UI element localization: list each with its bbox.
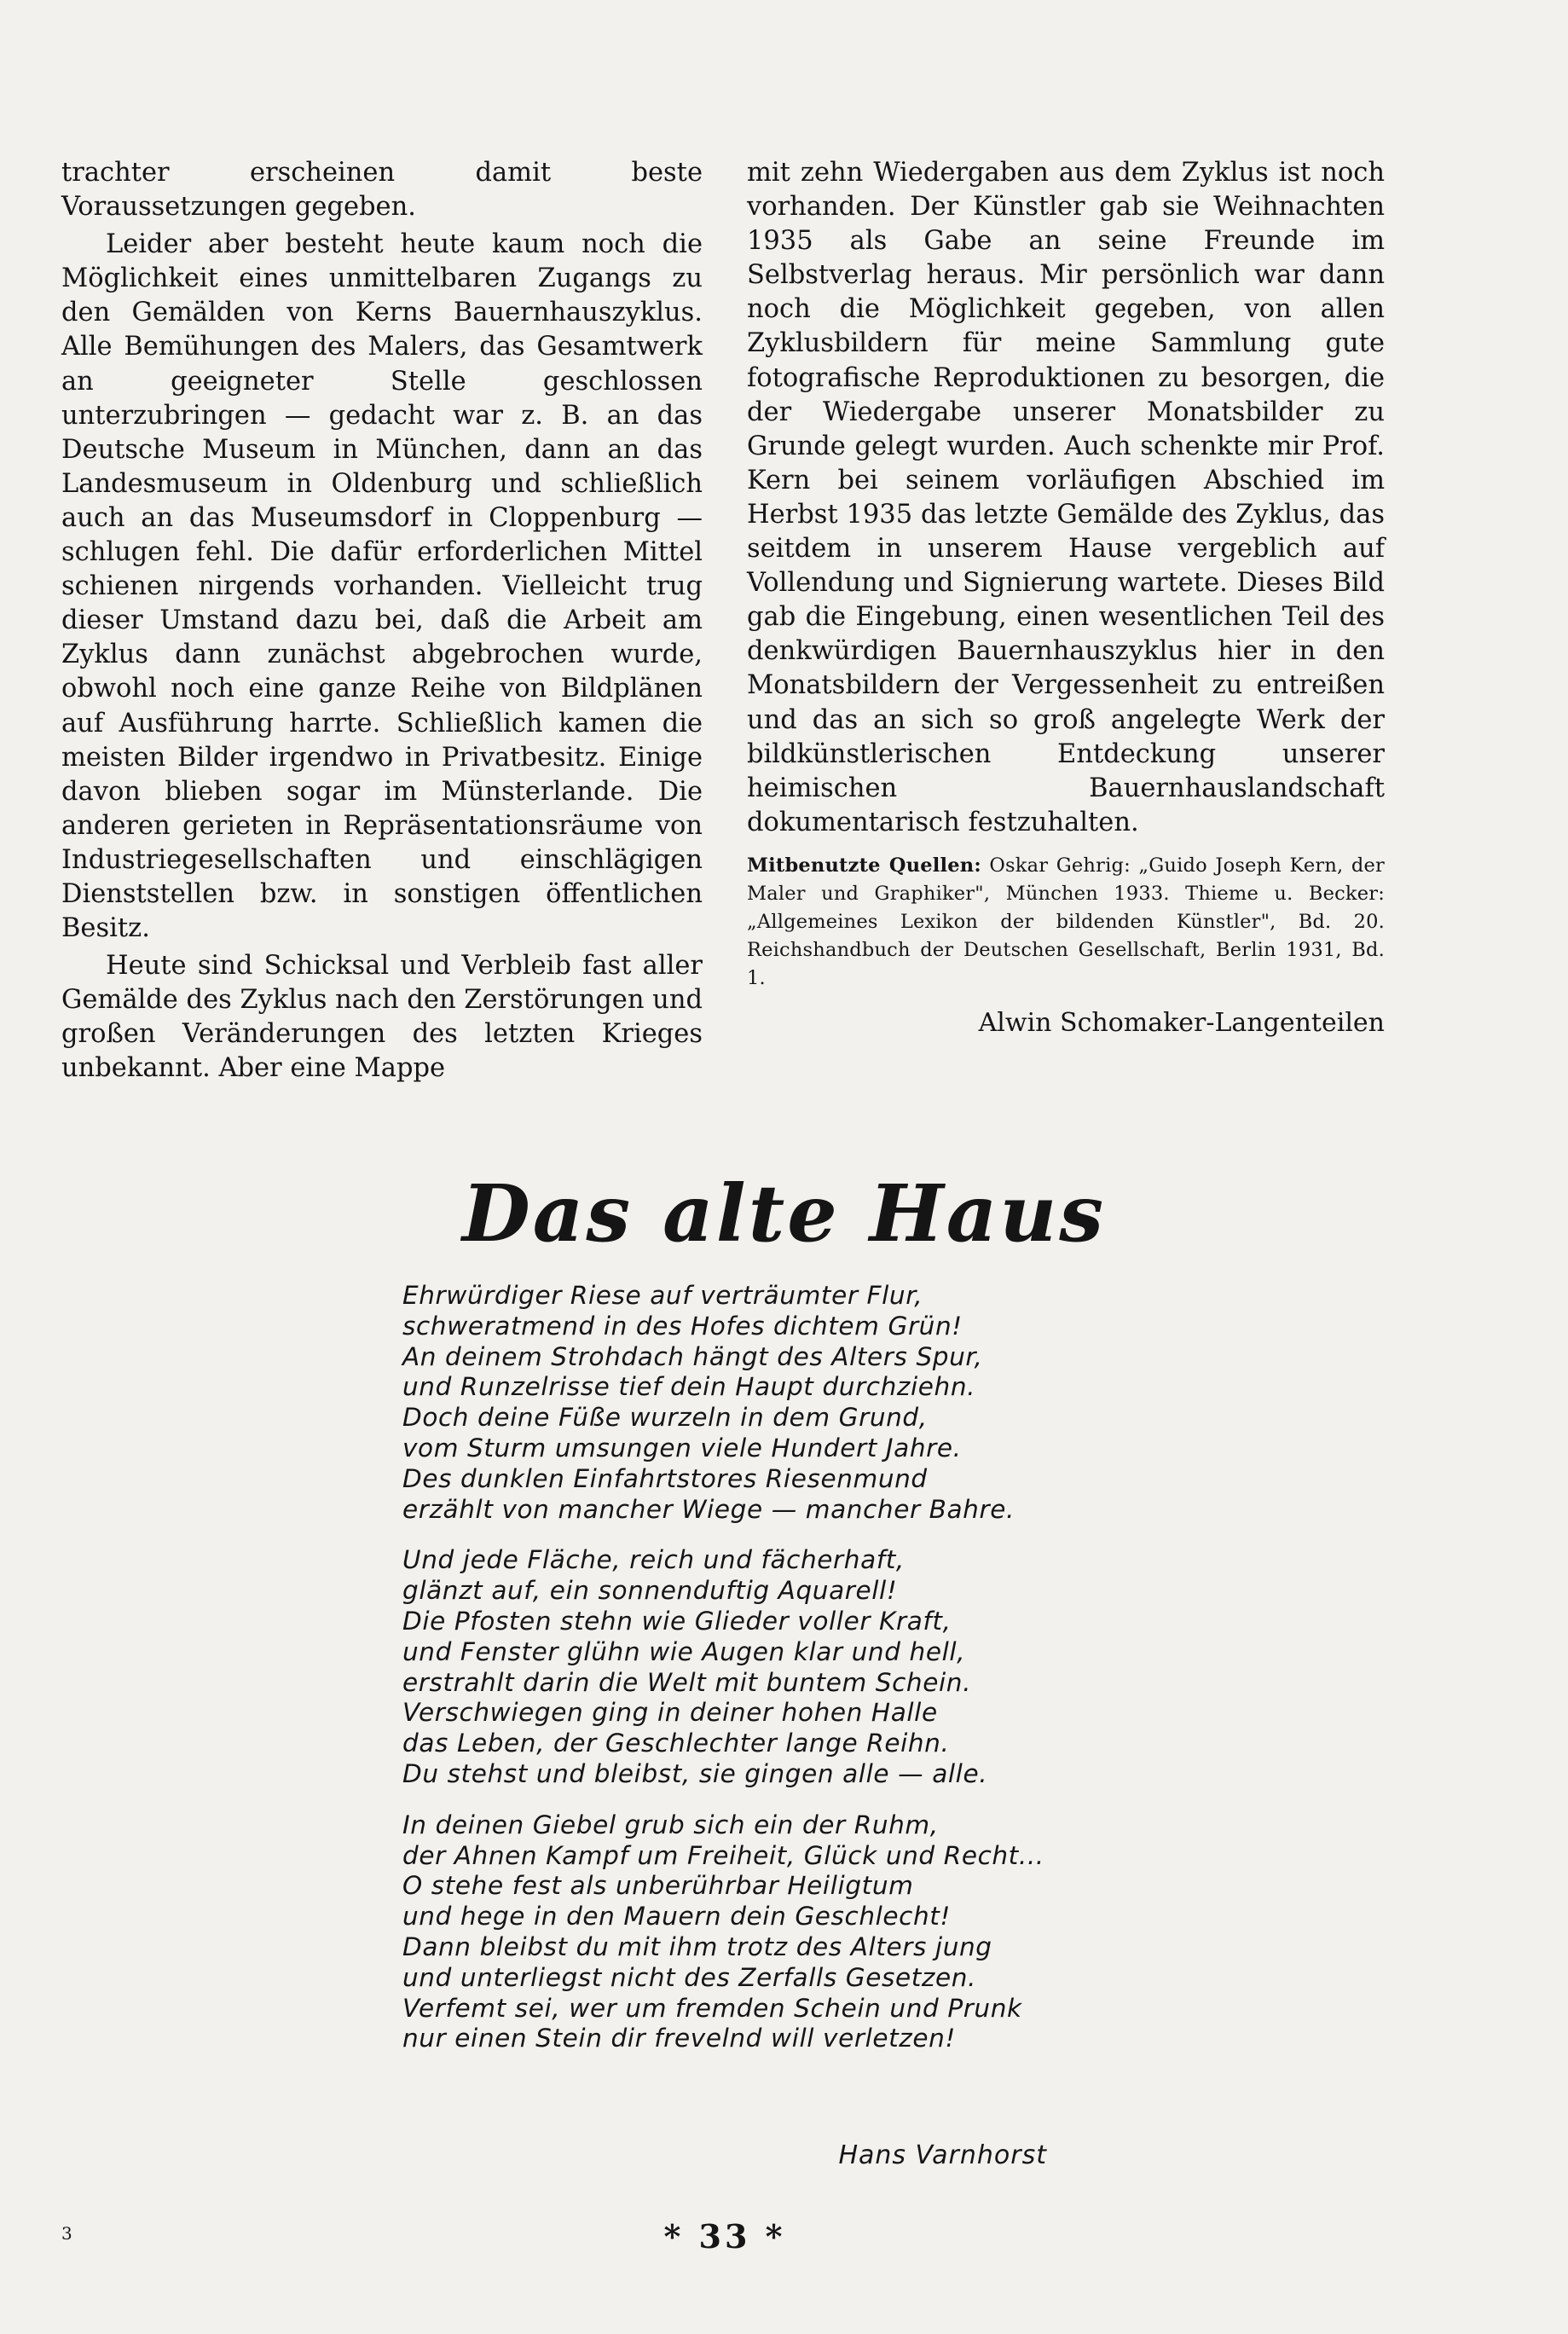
poem-line: erzählt von mancher Wiege — mancher Bahre.: [402, 1494, 1015, 1524]
poem-line: Und jede Fläche, reich und fächerhaft,: [402, 1545, 905, 1575]
poem-line: Die Pfosten stehn wie Glieder voller Kraft,: [402, 1606, 952, 1636]
poem-line: und unterliegst nicht des Zerfalls Gesetzen.: [402, 1962, 976, 1992]
poem-line: Doch deine Füße wurzeln in dem Grund,: [402, 1403, 928, 1433]
corner-mark: 3: [61, 2223, 72, 2244]
article-paragraph: Leider aber besteht heute kaum noch die Möglichkeit eines unmittelbaren Zugangs zu den Gemälden von Kerns Bauernhauszyklus. Alle Bemühungen des Malers, das Gesamtwerk an geeigneter Stelle geschlossen unterzubringen — gedacht war z. B. an das Deutsche Museum in München, dann an das Landesmuseum in Oldenburg und schließlich auch an das Museumsdorf in Cloppenburg — schlugen fehl. Die dafür erforderlichen Mittel schienen nirgends vorhanden. Vielleicht trug dieser Umstand dazu bei, daß die Arbeit am Zyklus dann zunächst abgebrochen wurde, obwohl noch eine ganze Reihe von Bildplänen auf Ausführung harrte. Schließlich kamen die meisten Bilder irgendwo in Privatbesitz. Einige davon blieben sogar im Münsterlande. Die anderen gerieten in Repräsentationsräume von Industriegesellschaften und einschlägigen Dienststellen bzw. in sonstigen öffentlichen Besitz.: [61, 229, 703, 944]
poem-line: nur einen Stein dir frevelnd will verletzen!: [402, 2024, 956, 2053]
poem-line: das Leben, der Geschlechter lange Reihn.: [402, 1729, 950, 1758]
article-author: Alwin Schomaker-Langenteilen: [978, 1007, 1385, 1038]
article-paragraph: Heute sind Schicksal und Verbleib fast aller Gemälde des Zyklus nach den Zerstörungen und großen Veränderungen des letzten Krieges unbekannt. Aber eine Mappe: [61, 951, 703, 1084]
article-right-column: [747, 156, 1385, 1040]
poem-stanza: [402, 1810, 1102, 2054]
poem-line: und Fenster glühn wie Augen klar und hell,: [402, 1636, 966, 1666]
poem-line: Ehrwürdiger Riese auf verträumter Flur,: [402, 1281, 923, 1310]
poem: [402, 1281, 1102, 2075]
poem-author: Hans Varnhorst: [838, 2140, 1047, 2170]
page-number: * 33 *: [663, 2217, 786, 2256]
poem-line: und Runzelrisse tief dein Haupt durchziehn.: [402, 1372, 976, 1402]
poem-line: erstrahlt darin die Welt mit buntem Schein.: [402, 1667, 972, 1697]
poem-line: An deinem Strohdach hängt des Alters Spur,: [402, 1341, 983, 1371]
poem-line: O stehe fest als unberührbar Heiligtum: [402, 1871, 914, 1901]
poem-line: und hege in den Mauern dein Geschlecht!: [402, 1902, 951, 1931]
article-paragraph: mit zehn Wiedergaben aus dem Zyklus ist noch vorhanden. Der Künstler gab sie Weihnachten 1935 als Gabe an seine Freunde im Selbstverlag heraus. Mir persönlich war dann noch die Möglichkeit gegeben, von allen Zyklusbildern für meine Sammlung gute fotografische Reproduktionen zu besorgen, die der Wiedergabe unserer Monatsbilder zu Grunde gelegt wurden. Auch schenkte mir Prof. Kern bei seinem vorläufigen Abschied im Herbst 1935 das letzte Gemälde des Zyklus, das seitdem in unserem Hause vergeblich auf Vollendung und Signierung wartete. Dieses Bild gab die Eingebung, einen wesentlichen Teil des denkwürdigen Bauernhauszyklus hier in den Monatsbildern der Vergessenheit zu entreißen und das an sich so groß angelegte Werk der bildkünstlerischen Entdeckung unserer heimischen Bauernhauslandschaft dokumentarisch festzuhalten.: [747, 158, 1385, 837]
article-paragraph: trachter erscheinen damit beste Voraussetzungen gegeben.: [61, 158, 703, 223]
sources-label: Mitbenutzte Quellen:: [747, 854, 981, 877]
poem-line: In deinen Giebel grub sich ein der Ruhm,: [402, 1810, 939, 1839]
poem-line: vom Sturm umsungen viele Hundert Jahre.: [402, 1433, 962, 1462]
poem-line: Verfemt sei, wer um fremden Schein und Prunk: [402, 1993, 1022, 2023]
poem-line: schweratmend in des Hofes dichtem Grün!: [402, 1311, 963, 1341]
poem-line: Verschwiegen ging in deiner hohen Halle: [402, 1698, 938, 1728]
poem-line: Dann bleibst du mit ihm trotz des Alters jung: [402, 1931, 992, 1961]
poem-stanza: [402, 1281, 1102, 1525]
article-left-column: [61, 156, 703, 1090]
poem-stanza: [402, 1545, 1102, 1789]
poem-line: glänzt auf, ein sonnenduftig Aquarell!: [402, 1576, 898, 1606]
poem-line: Du stehst und bleibst, sie gingen alle — alle.: [402, 1758, 988, 1788]
sources-note: [747, 852, 1385, 993]
sources-text: Oskar Gehrig: „Guido Joseph Kern, der Maler und Graphiker", München 1933. Thieme u. Becker: „Allgemeines Lexikon der bildenden Künstler", Bd. 20. Reichshandbuch der Deutschen Gesellschaft, Berlin 1931, Bd. 1.: [747, 854, 1385, 989]
poem-line: der Ahnen Kampf um Freiheit, Glück und Recht...: [402, 1840, 1044, 1870]
poem-title: Das alte Haus: [461, 1167, 1107, 1260]
poem-line: Des dunklen Einfahrtstores Riesenmund: [402, 1463, 928, 1493]
